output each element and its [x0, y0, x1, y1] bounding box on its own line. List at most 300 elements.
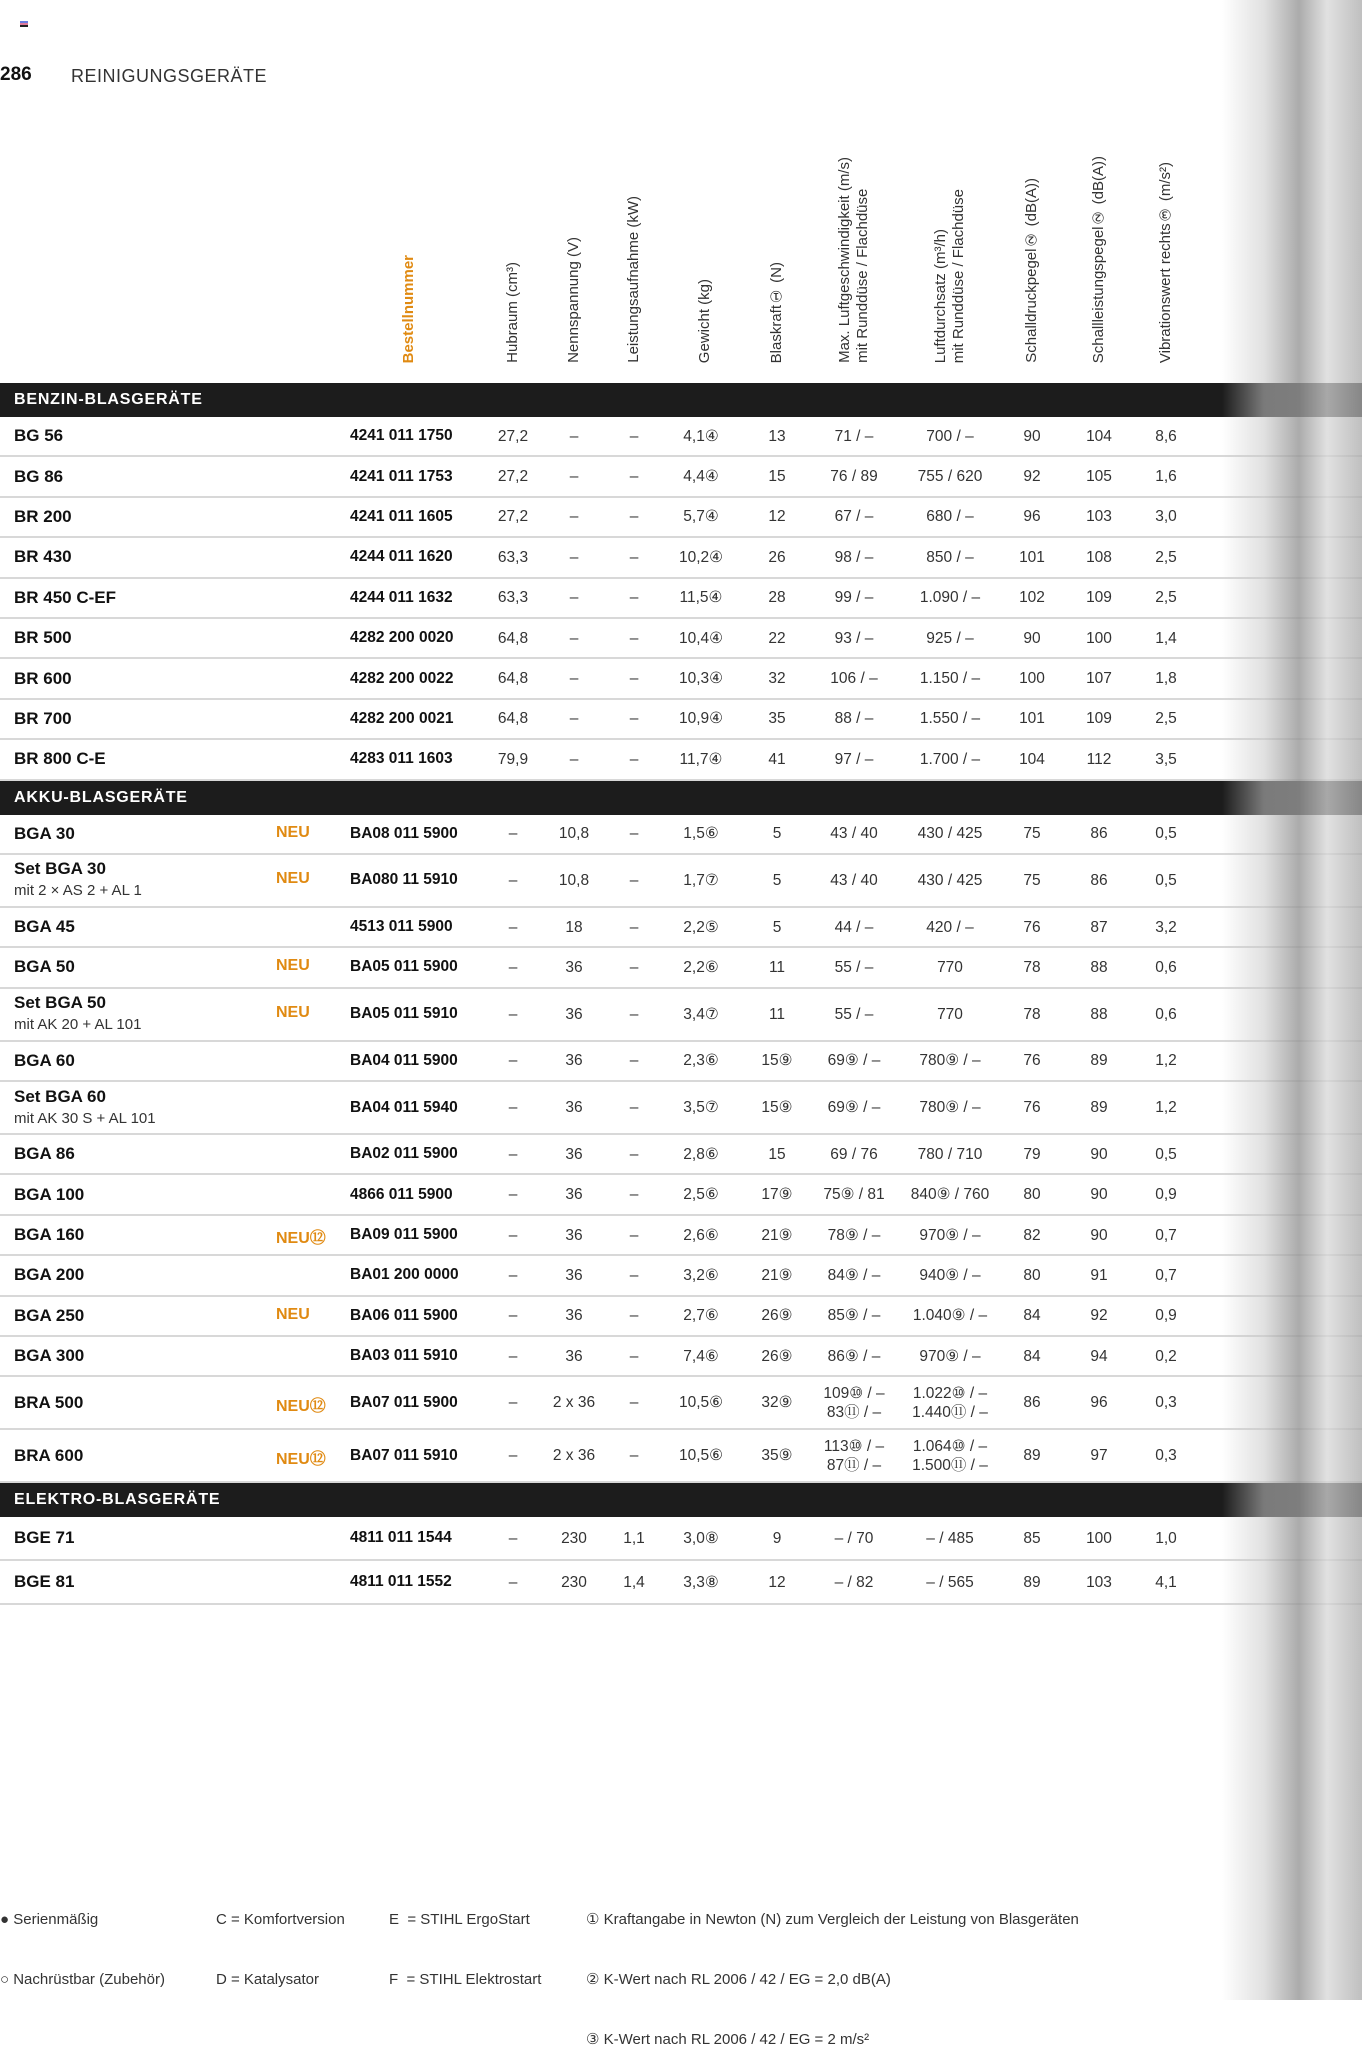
cell-weight: 10,2④ — [678, 548, 724, 566]
new-badge: NEU⑫ — [276, 1230, 326, 1248]
cell-blowing-force: 5 — [772, 871, 782, 889]
cell-air-flow: 700 / – — [926, 427, 974, 445]
model-name: BR 700 — [14, 708, 72, 728]
table-row — [0, 498, 1362, 538]
cell-air-flow: 925 / – — [926, 629, 974, 647]
column-header-rated-voltage: Nennspannung (V) — [565, 237, 582, 363]
table-row — [0, 579, 1362, 619]
cell-air-flow: 770 — [937, 958, 963, 976]
model-name: Set BGA 30 — [14, 859, 106, 879]
model-name: BR 450 C-EF — [14, 587, 117, 607]
cell-power-input: – — [629, 958, 639, 976]
cell-weight: 10,3④ — [678, 670, 724, 688]
cell-sound-pressure: 80 — [1023, 1186, 1041, 1204]
cell-vibration: 3,5 — [1155, 750, 1177, 768]
column-header-power-input: Leistungsaufnahme (kW) — [625, 196, 642, 363]
cell-rated-voltage: – — [569, 670, 579, 688]
cell-sound-pressure: 75 — [1023, 825, 1041, 843]
cell-blowing-force: 12 — [768, 508, 786, 526]
cell-power-input: – — [629, 1145, 639, 1163]
cell-blowing-force: 26⑨ — [761, 1347, 793, 1365]
cell-sound-power: 109 — [1086, 710, 1112, 728]
model-name: BR 500 — [14, 628, 72, 648]
cell-air-flow: – / 565 — [926, 1573, 974, 1591]
cell-sound-pressure: 82 — [1023, 1226, 1041, 1244]
cell-displacement: – — [508, 1186, 518, 1204]
order-number: 4241 011 1605 — [350, 507, 453, 525]
cell-air-flow: 1.550 / – — [919, 710, 981, 728]
cell-blowing-force: 13 — [768, 427, 786, 445]
cell-vibration: 1,8 — [1155, 670, 1177, 688]
table-row — [0, 1082, 1362, 1135]
cell-rated-voltage: – — [569, 629, 579, 647]
table-row — [0, 1517, 1362, 1561]
cell-weight: 4,4④ — [683, 468, 719, 486]
cell-weight: 3,3⑧ — [683, 1573, 719, 1591]
cell-sound-pressure: 85 — [1023, 1529, 1041, 1547]
cell-power-input: – — [629, 468, 639, 486]
cell-rated-voltage: 36 — [565, 1052, 583, 1070]
cell-blowing-force: 21⑨ — [761, 1266, 793, 1284]
model-name: BGA 300 — [14, 1346, 85, 1366]
cell-blowing-force: 5 — [772, 918, 782, 936]
model-set-contents: mit AK 30 S + AL 101 — [14, 1109, 156, 1127]
cell-weight: 3,2⑥ — [683, 1266, 719, 1284]
cell-vibration: 3,0 — [1155, 508, 1177, 526]
cell-air-flow: 780⑨ / – — [919, 1099, 981, 1117]
cell-vibration: 0,9 — [1155, 1307, 1177, 1325]
cell-vibration: 0,5 — [1155, 825, 1177, 843]
order-number: 4513 011 5900 — [350, 918, 453, 936]
cell-air-flow: 1.700 / – — [919, 750, 981, 768]
cell-sound-power: 90 — [1090, 1145, 1108, 1163]
cell-rated-voltage: 36 — [565, 958, 583, 976]
cell-air-speed: 85⑨ / – — [827, 1307, 881, 1325]
cell-power-input: – — [629, 1307, 639, 1325]
cell-sound-pressure: 89 — [1023, 1447, 1041, 1465]
cell-weight: 11,7④ — [679, 750, 723, 768]
cell-rated-voltage: 230 — [561, 1529, 587, 1547]
order-number: BA02 011 5900 — [350, 1145, 458, 1163]
table-row — [0, 1256, 1362, 1296]
cell-sound-pressure: 101 — [1019, 710, 1045, 728]
cell-air-flow: 680 / – — [926, 508, 974, 526]
footer-legend-symbols — [0, 1870, 165, 2010]
cell-blowing-force: 12 — [768, 1573, 786, 1591]
cell-sound-power: 97 — [1090, 1447, 1108, 1465]
order-number: BA06 011 5900 — [350, 1306, 458, 1324]
cell-blowing-force: 32⑨ — [761, 1394, 793, 1412]
cell-weight: 10,5⑥ — [678, 1394, 724, 1412]
table-row — [0, 1377, 1362, 1430]
model-name: BR 600 — [14, 668, 72, 688]
cell-weight: 10,4④ — [678, 629, 724, 647]
blower-spec-table — [0, 383, 1362, 1605]
order-number: BA01 200 0000 — [350, 1266, 459, 1284]
cell-weight: 3,4⑦ — [683, 1005, 719, 1023]
table-row — [0, 989, 1362, 1042]
cell-displacement: – — [508, 1052, 518, 1070]
cell-sound-pressure: 84 — [1023, 1307, 1041, 1325]
cell-sound-pressure: 96 — [1023, 508, 1041, 526]
cell-power-input: – — [629, 1266, 639, 1284]
cell-rated-voltage: – — [569, 750, 579, 768]
model-name: BGA 160 — [14, 1225, 85, 1245]
cell-displacement: – — [508, 1307, 518, 1325]
cell-displacement: – — [508, 1573, 518, 1591]
column-header-weight: Gewicht (kg) — [696, 278, 713, 363]
note-3: ③ K-Wert nach RL 2006 / 42 / EG = 2 m/s² — [586, 2031, 870, 2048]
table-row — [0, 908, 1362, 948]
cell-rated-voltage: 10,8 — [558, 825, 590, 843]
table-row — [0, 855, 1362, 908]
order-number: BA080 11 5910 — [350, 871, 458, 889]
cell-sound-power: 87 — [1090, 918, 1108, 936]
cell-displacement: 27,2 — [497, 427, 529, 445]
new-badge: NEU — [276, 1305, 310, 1323]
footer-legend-letters — [216, 1870, 345, 2010]
cell-sound-pressure: 79 — [1023, 1145, 1041, 1163]
cell-air-flow: 850 / – — [926, 548, 974, 566]
cell-displacement: – — [508, 1226, 518, 1244]
cell-air-speed: 113⑩ / – 87⑪ / – — [823, 1437, 885, 1474]
cell-air-flow: 1.150 / – — [919, 670, 981, 688]
cell-power-input: – — [629, 918, 639, 936]
cell-air-speed: 69⑨ / – — [827, 1099, 881, 1117]
cell-vibration: 4,1 — [1155, 1573, 1177, 1591]
model-name: BGA 60 — [14, 1050, 75, 1070]
cell-air-speed: 71 / – — [834, 427, 874, 445]
cell-weight: 2,7⑥ — [683, 1307, 719, 1325]
cell-weight: 11,5④ — [679, 589, 723, 607]
cell-displacement: 79,9 — [497, 750, 529, 768]
model-name: BGE 81 — [14, 1572, 75, 1592]
footer-notes — [586, 1870, 1079, 2070]
model-name: BR 800 C-E — [14, 749, 106, 769]
cell-sound-power: 89 — [1090, 1052, 1108, 1070]
cell-sound-pressure: 102 — [1019, 589, 1045, 607]
cell-sound-power: 100 — [1086, 1529, 1112, 1547]
cell-sound-pressure: 90 — [1023, 629, 1041, 647]
table-row — [0, 1216, 1362, 1256]
cell-air-speed: 78⑨ / – — [827, 1226, 881, 1244]
cell-sound-power: 91 — [1090, 1266, 1108, 1284]
cell-rated-voltage: 36 — [565, 1145, 583, 1163]
cell-air-flow: 780⑨ / – — [919, 1052, 981, 1070]
cell-displacement: – — [508, 1394, 518, 1412]
cell-weight: 5,7④ — [683, 508, 719, 526]
cell-power-input: – — [629, 548, 639, 566]
cell-air-speed: 84⑨ / – — [827, 1266, 881, 1284]
cell-sound-pressure: 75 — [1023, 871, 1041, 889]
new-badge: NEU⑫ — [276, 1397, 326, 1415]
cell-sound-pressure: 76 — [1023, 1099, 1041, 1117]
model-set-contents: mit 2 × AS 2 + AL 1 — [14, 882, 142, 900]
cell-blowing-force: 35⑨ — [761, 1447, 793, 1465]
cell-air-speed: 99 / – — [834, 589, 874, 607]
cell-weight: 3,5⑦ — [683, 1099, 719, 1117]
cell-blowing-force: 11 — [768, 1005, 786, 1023]
cell-blowing-force: 17⑨ — [761, 1186, 793, 1204]
cell-sound-pressure: 92 — [1023, 468, 1041, 486]
table-row — [0, 619, 1362, 659]
cell-vibration: 2,5 — [1155, 589, 1177, 607]
cell-air-flow: 770 — [937, 1005, 963, 1023]
cell-displacement: – — [508, 1266, 518, 1284]
cell-vibration: 0,3 — [1155, 1447, 1177, 1465]
cell-air-speed: 86⑨ / – — [827, 1347, 881, 1365]
cell-blowing-force: 32 — [768, 670, 786, 688]
cell-displacement: – — [508, 1347, 518, 1365]
cell-sound-power: 103 — [1086, 508, 1112, 526]
cell-blowing-force: 21⑨ — [761, 1226, 793, 1244]
cell-vibration: 0,3 — [1155, 1394, 1177, 1412]
cell-power-input: – — [629, 1226, 639, 1244]
cell-sound-pressure: 78 — [1023, 958, 1041, 976]
legend-c: C = Komfortversion — [216, 1911, 345, 1928]
table-row — [0, 1175, 1362, 1215]
cell-sound-power: 109 — [1086, 589, 1112, 607]
print-color-marker — [20, 21, 28, 29]
column-header-order-number: Bestellnummer — [400, 254, 417, 363]
cell-blowing-force: 5 — [772, 825, 782, 843]
cell-blowing-force: 26⑨ — [761, 1307, 793, 1325]
table-row — [0, 659, 1362, 699]
cell-air-flow: 420 / – — [926, 918, 974, 936]
cell-vibration: 8,6 — [1155, 427, 1177, 445]
cell-air-speed: – / 82 — [834, 1573, 874, 1591]
cell-weight: 3,0⑧ — [683, 1529, 719, 1547]
group-header: ELEKTRO-BLASGERÄTE — [0, 1483, 1362, 1517]
cell-rated-voltage: 36 — [565, 1005, 583, 1023]
cell-sound-power: 108 — [1086, 548, 1112, 566]
cell-vibration: 0,5 — [1155, 871, 1177, 889]
cell-power-input: 1,1 — [623, 1529, 645, 1547]
column-header-vibration: Vibrationswert rechts③ (m/s²) — [1157, 161, 1174, 363]
cell-sound-pressure: 100 — [1019, 670, 1045, 688]
cell-displacement: – — [508, 1145, 518, 1163]
order-number: BA07 011 5900 — [350, 1393, 458, 1411]
cell-weight: 10,9④ — [678, 710, 724, 728]
cell-sound-power: 90 — [1090, 1186, 1108, 1204]
cell-vibration: 0,7 — [1155, 1226, 1177, 1244]
cell-displacement: 63,3 — [497, 589, 529, 607]
cell-sound-power: 89 — [1090, 1099, 1108, 1117]
cell-vibration: 0,5 — [1155, 1145, 1177, 1163]
order-number: BA07 011 5910 — [350, 1446, 458, 1464]
cell-power-input: – — [629, 1099, 639, 1117]
cell-power-input: 1,4 — [623, 1573, 645, 1591]
legend-standard: ● Serienmäßig — [0, 1911, 99, 1928]
cell-air-speed: – / 70 — [834, 1529, 874, 1547]
cell-rated-voltage: 36 — [565, 1347, 583, 1365]
order-number: 4244 011 1632 — [350, 588, 453, 606]
cell-power-input: – — [629, 1394, 639, 1412]
cell-power-input: – — [629, 427, 639, 445]
cell-displacement: 64,8 — [497, 670, 529, 688]
table-row — [0, 457, 1362, 497]
model-name: BRA 600 — [14, 1445, 84, 1465]
cell-air-speed: 43 / 40 — [830, 871, 878, 889]
order-number: 4283 011 1603 — [350, 750, 453, 768]
model-name: BGA 50 — [14, 957, 75, 977]
cell-sound-pressure: 104 — [1019, 750, 1045, 768]
table-row — [0, 1135, 1362, 1175]
new-badge: NEU — [276, 1004, 310, 1022]
model-name: BGA 250 — [14, 1305, 85, 1325]
order-number: BA03 011 5910 — [350, 1347, 458, 1365]
order-number: 4241 011 1753 — [350, 467, 453, 485]
order-number: BA08 011 5900 — [350, 824, 458, 842]
table-row — [0, 1297, 1362, 1337]
order-number: 4811 011 1544 — [350, 1529, 452, 1547]
table-row — [0, 1042, 1362, 1082]
cell-displacement: – — [508, 958, 518, 976]
cell-rated-voltage: 2 x 36 — [552, 1394, 596, 1412]
order-number: 4241 011 1750 — [350, 427, 453, 445]
model-name: BRA 500 — [14, 1392, 84, 1412]
cell-power-input: – — [629, 1186, 639, 1204]
section-title: REINIGUNGSGERÄTE — [71, 66, 268, 86]
order-number: BA05 011 5900 — [350, 958, 458, 976]
cell-air-speed: 98 / – — [834, 548, 874, 566]
cell-air-flow: – / 485 — [926, 1529, 974, 1547]
cell-sound-power: 88 — [1090, 958, 1108, 976]
cell-air-speed: 106 / – — [830, 670, 878, 688]
cell-power-input: – — [629, 670, 639, 688]
order-number: 4282 200 0021 — [350, 709, 454, 727]
group-header: BENZIN-BLASGERÄTE — [0, 383, 1362, 417]
cell-weight: 1,5⑥ — [683, 825, 719, 843]
cell-displacement: – — [508, 1005, 518, 1023]
cell-vibration: 1,6 — [1155, 468, 1177, 486]
cell-power-input: – — [629, 629, 639, 647]
cell-power-input: – — [629, 1447, 639, 1465]
legend-d: D = Katalysator — [216, 1971, 319, 1988]
cell-air-flow: 970⑨ / – — [919, 1226, 981, 1244]
table-row — [0, 740, 1362, 780]
cell-displacement: 63,3 — [497, 548, 529, 566]
cell-rated-voltage: 36 — [565, 1099, 583, 1117]
cell-blowing-force: 15⑨ — [761, 1052, 793, 1070]
cell-blowing-force: 35 — [768, 710, 786, 728]
cell-vibration: 0,7 — [1155, 1266, 1177, 1284]
cell-power-input: – — [629, 825, 639, 843]
order-number: BA04 011 5900 — [350, 1051, 458, 1069]
cell-sound-power: 105 — [1086, 468, 1112, 486]
cell-vibration: 1,4 — [1155, 629, 1177, 647]
footer-legend-letters-2 — [389, 1870, 541, 2010]
order-number: 4282 200 0022 — [350, 669, 454, 687]
cell-air-speed: 67 / – — [834, 508, 874, 526]
cell-weight: 7,4⑥ — [683, 1347, 719, 1365]
cell-air-speed: 44 / – — [834, 918, 874, 936]
cell-air-speed: 93 / – — [834, 629, 874, 647]
table-row — [0, 948, 1362, 988]
order-number: BA05 011 5910 — [350, 1005, 458, 1023]
cell-air-speed: 69⑨ / – — [827, 1052, 881, 1070]
cell-air-speed: 76 / 89 — [830, 468, 878, 486]
cell-vibration: 1,2 — [1155, 1052, 1177, 1070]
cell-weight: 2,6⑥ — [683, 1226, 719, 1244]
model-name: Set BGA 60 — [14, 1086, 106, 1106]
model-set-contents: mit AK 20 + AL 101 — [14, 1016, 142, 1034]
cell-rated-voltage: 230 — [561, 1573, 587, 1591]
cell-sound-power: 86 — [1090, 871, 1108, 889]
cell-rated-voltage: – — [569, 508, 579, 526]
cell-air-flow: 840⑨ / 760 — [910, 1186, 990, 1204]
new-badge: NEU — [276, 870, 310, 888]
cell-weight: 2,2⑥ — [683, 958, 719, 976]
order-number: BA04 011 5940 — [350, 1098, 458, 1116]
cell-rated-voltage: – — [569, 468, 579, 486]
legend-f: F = STIHL Elektrostart — [389, 1971, 542, 1988]
cell-air-speed: 55 / – — [834, 1005, 874, 1023]
cell-rated-voltage: 36 — [565, 1266, 583, 1284]
cell-blowing-force: 15⑨ — [761, 1099, 793, 1117]
cell-sound-power: 96 — [1090, 1394, 1108, 1412]
new-badge: NEU — [276, 823, 310, 841]
model-name: BR 430 — [14, 547, 72, 567]
cell-air-flow: 430 / 425 — [917, 825, 983, 843]
cell-air-speed: 109⑩ / – 83⑪ / – — [823, 1384, 885, 1421]
cell-air-flow: 1.040⑨ / – — [912, 1307, 988, 1325]
table-row — [0, 1337, 1362, 1377]
cell-sound-power: 86 — [1090, 825, 1108, 843]
cell-air-flow: 1.022⑩ / – 1.440⑪ / – — [912, 1384, 988, 1421]
cell-rated-voltage: – — [569, 548, 579, 566]
column-header-air-flow: Luftdurchsatz (m³/h) mit Runddüse / Flachdüse — [932, 188, 967, 363]
cell-power-input: – — [629, 589, 639, 607]
cell-rated-voltage: 2 x 36 — [552, 1447, 596, 1465]
page-number: 286 — [0, 64, 32, 85]
table-row — [0, 1430, 1362, 1483]
cell-blowing-force: 15 — [768, 1145, 786, 1163]
model-name: BG 56 — [14, 426, 64, 446]
cell-displacement: – — [508, 1529, 518, 1547]
table-row — [0, 700, 1362, 740]
cell-sound-pressure: 90 — [1023, 427, 1041, 445]
cell-power-input: – — [629, 1347, 639, 1365]
model-name: Set BGA 50 — [14, 993, 106, 1013]
cell-vibration: 3,2 — [1155, 918, 1177, 936]
cell-vibration: 0,6 — [1155, 1005, 1177, 1023]
cell-air-flow: 1.090 / – — [919, 589, 981, 607]
cell-sound-pressure: 86 — [1023, 1394, 1041, 1412]
cell-sound-pressure: 84 — [1023, 1347, 1041, 1365]
cell-sound-power: 107 — [1086, 670, 1112, 688]
cell-sound-power: 94 — [1090, 1347, 1108, 1365]
cell-sound-pressure: 101 — [1019, 548, 1045, 566]
cell-rated-voltage: – — [569, 427, 579, 445]
cell-blowing-force: 26 — [768, 548, 786, 566]
cell-air-flow: 430 / 425 — [917, 871, 983, 889]
cell-air-speed: 69 / 76 — [830, 1145, 878, 1163]
cell-weight: 1,7⑦ — [683, 871, 719, 889]
cell-rated-voltage: 18 — [565, 918, 583, 936]
cell-displacement: 64,8 — [497, 710, 529, 728]
cell-power-input: – — [629, 1052, 639, 1070]
cell-sound-power: 104 — [1086, 427, 1112, 445]
cell-rated-voltage: – — [569, 589, 579, 607]
model-name: BGA 200 — [14, 1265, 85, 1285]
cell-power-input: – — [629, 508, 639, 526]
cell-sound-pressure: 80 — [1023, 1266, 1041, 1284]
order-number: 4811 011 1552 — [350, 1573, 452, 1591]
order-number: 4282 200 0020 — [350, 629, 454, 647]
cell-displacement: – — [508, 918, 518, 936]
new-badge: NEU — [276, 957, 310, 975]
